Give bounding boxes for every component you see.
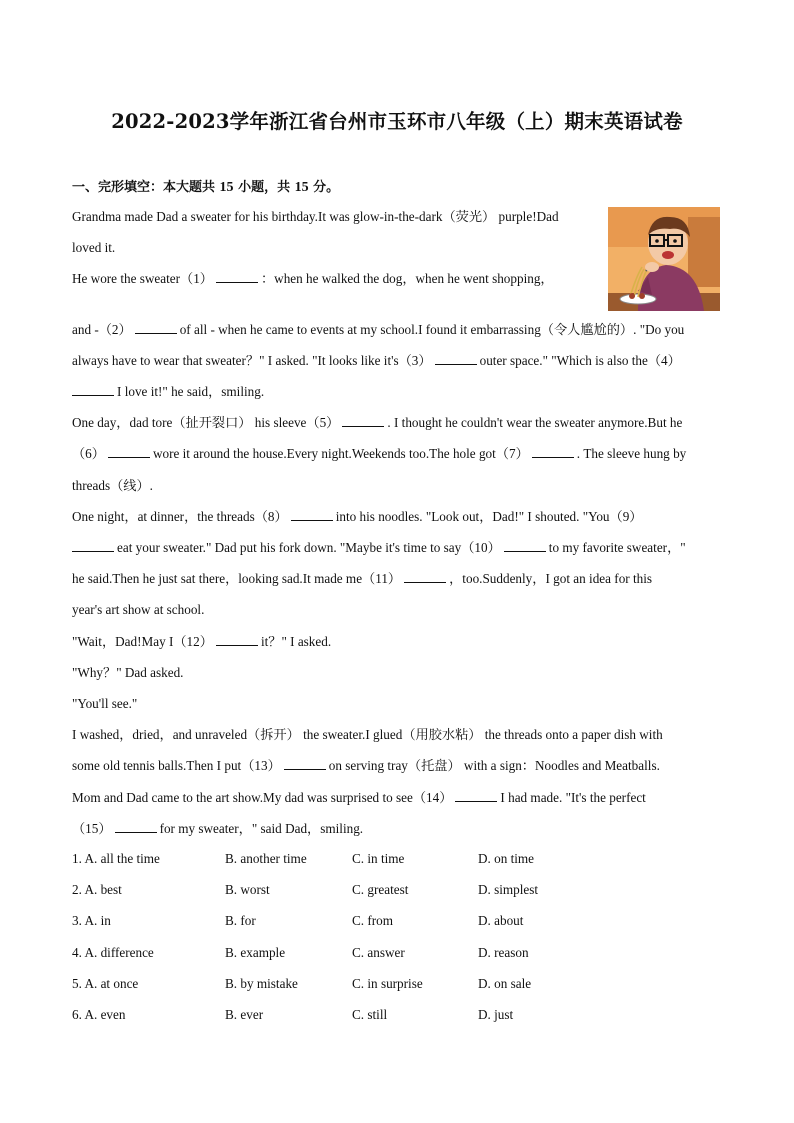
answer-blank (342, 414, 384, 427)
passage-line: he said.Then he just sat there，looking sad.It made me（11） ，too.Suddenly，I got an idea for this (72, 571, 653, 586)
section-heading: 一、完形填空：本大题共 15 小题，共 15 分。 (72, 180, 340, 195)
passage-line: "You'll see." (72, 696, 138, 711)
passage-line: Mom and Dad came to the art show.My dad was surprised to see（14） I had made. "It's the perfect (72, 790, 646, 805)
option-c[interactable]: C. answer (352, 945, 405, 960)
option-b[interactable]: B. example (225, 945, 286, 960)
option-d[interactable]: D. simplest (478, 882, 539, 897)
option-a[interactable]: difference (100, 945, 154, 960)
passage-line: "Why？" Dad asked. (72, 665, 184, 680)
question-5-options: 5. A. at once B. by mistake C. in surprise D. on sale (72, 976, 532, 991)
passage-line: I washed，dried，and unraveled（拆开） the sweater.I glued（用胶水粘） the threads onto a paper dish with (72, 727, 663, 742)
option-c[interactable]: C. from (352, 913, 394, 928)
option-d[interactable]: D. reason (478, 945, 529, 960)
passage-line: year's art show at school. (72, 602, 205, 617)
passage-line: He wore the sweater（1） ：when he walked the dog，when he went shopping， (72, 271, 554, 286)
passage-line: （15） for my sweater，" said Dad，smiling. (72, 821, 364, 836)
option-a[interactable]: even (100, 1007, 126, 1022)
passage-line: One day，dad tore（扯开裂口） his sleeve（5） . I thought he couldn't wear the sweater anymore.But he (72, 415, 683, 430)
option-a[interactable]: all the time (100, 851, 160, 866)
answer-blank (216, 270, 258, 283)
option-d[interactable]: D. on sale (478, 976, 532, 991)
question-4-options: 4. A. difference B. example C. answer D. reason (72, 945, 529, 960)
dad-eating-noodles-illustration (608, 207, 720, 311)
passage-line: "Wait，Dad!May I（12） it？" I asked. (72, 634, 332, 649)
question-2-options: 2. A. best B. worst C. greatest D. simplest (72, 882, 539, 897)
option-b[interactable]: B. worst (225, 882, 270, 897)
option-a[interactable]: at once (100, 976, 139, 991)
passage-line: loved it. (72, 240, 116, 255)
answer-blank (404, 570, 446, 583)
answer-blank (532, 445, 574, 458)
passage-line: threads（线）. (72, 478, 153, 493)
option-d[interactable]: D. just (478, 1007, 514, 1022)
answer-blank (291, 508, 333, 521)
option-a[interactable]: in (100, 913, 111, 928)
option-c[interactable]: C. in surprise (352, 976, 423, 991)
passage-line: some old tennis balls.Then I put（13） on serving tray（托盘） with a sign：Noodles and Meatballs. (72, 758, 660, 773)
passage-line: Grandma made Dad a sweater for his birthday.It was glow-in-the-dark（荧光） purple!Dad (72, 209, 559, 224)
option-c[interactable]: C. still (352, 1007, 388, 1022)
page-title: 2022-2023学年浙江省台州市玉环市八年级（上）期末英语试卷 (111, 110, 683, 133)
option-a[interactable]: best (100, 882, 122, 897)
option-c[interactable]: C. greatest (352, 882, 409, 897)
option-d[interactable]: D. on time (478, 851, 535, 866)
option-c[interactable]: C. in time (352, 851, 405, 866)
answer-blank (284, 757, 326, 770)
answer-blank (72, 383, 114, 396)
question-3-options: 3. A. in B. for C. from D. about (72, 913, 524, 928)
passage-line: One night，at dinner，the threads（8） into his noodles. "Look out，Dad!" I shouted. "You（9） (72, 509, 643, 524)
answer-blank (455, 789, 497, 802)
answer-blank (216, 633, 258, 646)
answer-blank (115, 820, 157, 833)
answer-blank (504, 539, 546, 552)
answer-blank (72, 539, 114, 552)
option-b[interactable]: B. by mistake (225, 976, 298, 991)
passage-line: and -（2） of all - when he came to events at my school.I found it embarrassing（令人尴尬的）. "Do you (72, 322, 685, 337)
passage-line: （6） wore it around the house.Every night.Weekends too.The hole got（7） . The sleeve hung by (72, 446, 687, 461)
question-1-options: 1. A. all the time B. another time C. in time D. on time (72, 851, 535, 866)
answer-blank (435, 352, 477, 365)
option-b[interactable]: B. another time (225, 851, 307, 866)
question-6-options: 6. A. even B. ever C. still D. just (72, 1007, 514, 1022)
answer-blank (135, 321, 177, 334)
passage-line: always have to wear that sweater？" I asked. "It looks like it's（3） outer space." "Which is also the（4） (72, 353, 681, 368)
option-d[interactable]: D. about (478, 913, 524, 928)
option-b[interactable]: B. for (225, 913, 256, 928)
answer-blank (108, 445, 150, 458)
option-b[interactable]: B. ever (225, 1007, 264, 1022)
passage-line: eat your sweater." Dad put his fork down. "Maybe it's time to say（10） to my favorite sweater，" (72, 539, 686, 557)
passage-line: I love it!" he said，smiling. (72, 383, 264, 401)
